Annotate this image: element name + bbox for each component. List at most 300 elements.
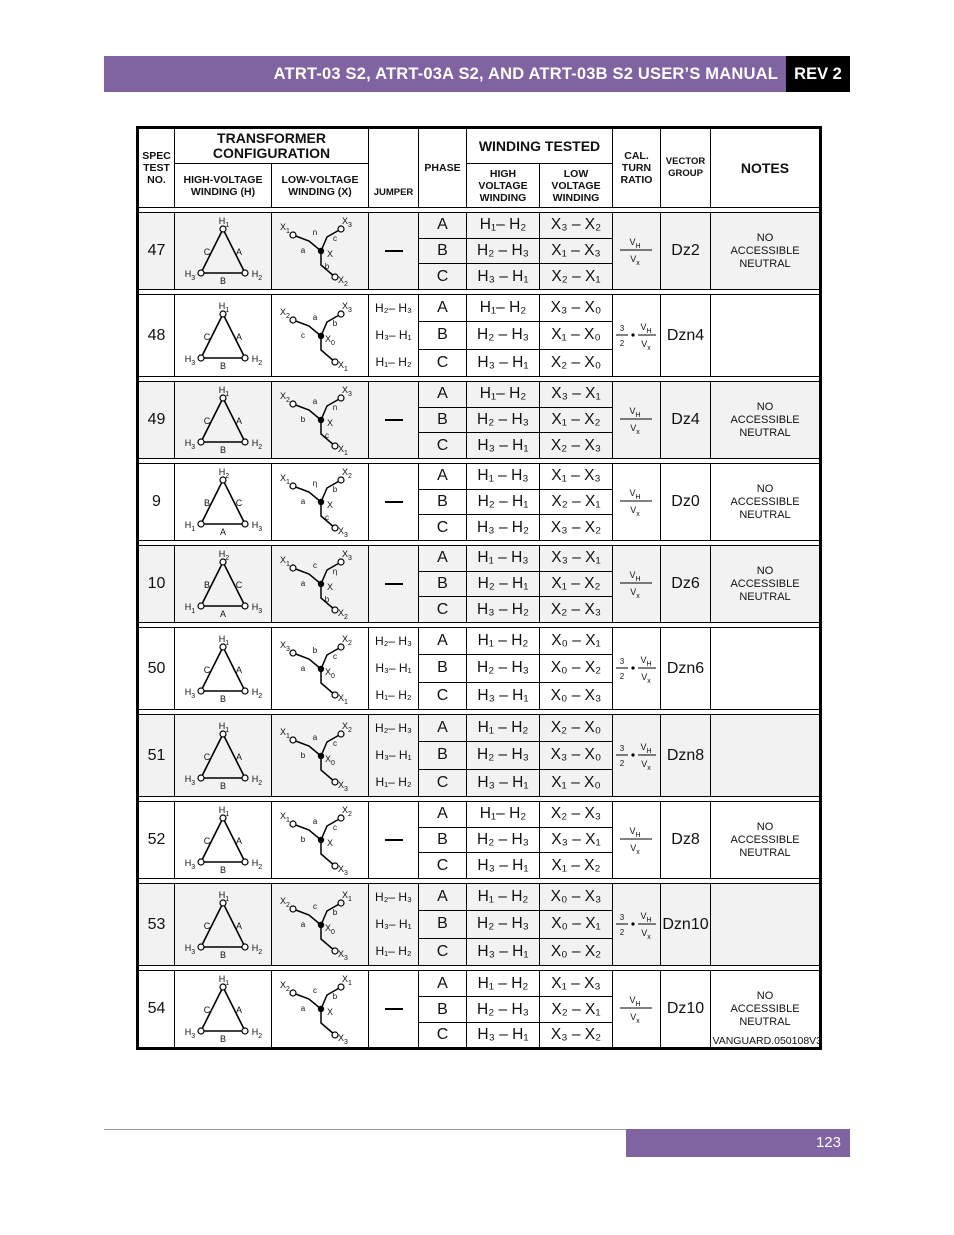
ratio-numerator <box>640 322 651 335</box>
ratio-numerator-sub: H <box>645 916 652 924</box>
hv-terminal-top-sub: 1 <box>225 639 230 647</box>
table-body <box>138 128 821 1049</box>
header-hv-winding <box>175 164 272 208</box>
low-voltage-winding: X₁ – X₃ <box>540 464 613 490</box>
neutral-node <box>318 1006 324 1012</box>
phase-cell: C <box>419 853 467 879</box>
jumper-connection: H₂– H₃ <box>375 634 412 648</box>
phase-cell: A <box>419 464 467 490</box>
lv-neutral-label-letter: X <box>325 753 332 764</box>
high-voltage-winding: H₁– H₂ <box>467 382 540 408</box>
header-high-voltage <box>467 164 540 208</box>
hv-side-bottom: A <box>219 527 227 537</box>
lv-terminal-sub: 1 <box>286 817 290 824</box>
lv-neutral-label-letter: X <box>326 249 334 259</box>
hv-side-bottom: A <box>219 609 227 619</box>
ratio-denominator <box>641 672 651 685</box>
terminal-node <box>198 603 204 609</box>
ratio-numerator-letter: V <box>628 826 635 836</box>
ratio-denominator-sub: x <box>635 429 640 436</box>
zigzag-arm <box>321 314 341 336</box>
terminal-node <box>198 1028 204 1034</box>
terminal-node <box>290 990 296 996</box>
high-voltage-winding: H₂ – H₃ <box>467 827 540 853</box>
ratio-numerator-sub: H <box>634 494 641 501</box>
lv-terminal <box>338 608 348 621</box>
hv-terminal-right-letter: H <box>251 858 259 868</box>
terminal-node <box>290 483 296 489</box>
lv-terminal-letter: X <box>338 692 345 703</box>
zigzag-arm <box>293 824 321 840</box>
spec-test-number: 52 <box>138 802 175 879</box>
low-voltage-winding: X₀ – X₁ <box>540 911 613 938</box>
ratio-numerator <box>629 237 640 250</box>
hv-terminal-left-letter: H <box>184 773 192 784</box>
phase-cell: C <box>419 515 467 541</box>
page-number: 123 <box>626 1129 850 1157</box>
spec-test-number: 51 <box>138 715 175 797</box>
notes-cell <box>711 802 821 879</box>
terminal-node <box>290 650 296 656</box>
table-row <box>138 295 821 322</box>
neutral-node <box>318 332 324 338</box>
lv-neutral-label <box>327 838 333 848</box>
hv-terminal-right <box>252 687 263 700</box>
hv-terminal-left-sub: 3 <box>191 948 196 956</box>
hv-terminal-top-letter: H <box>218 300 226 311</box>
lv-terminal-sub: 3 <box>348 555 352 562</box>
ratio-denominator <box>641 928 651 941</box>
hv-side-bottom: B <box>219 949 227 960</box>
phase-cell: C <box>419 1023 467 1049</box>
low-voltage-winding: X₀ – X₃ <box>540 682 613 709</box>
phase-cell: B <box>419 827 467 853</box>
lv-neutral-label <box>327 249 333 259</box>
zigzag-arm <box>293 320 321 336</box>
ratio-numerator-letter: V <box>628 488 635 498</box>
phase-cell: B <box>419 571 467 597</box>
phase-cell: B <box>419 407 467 433</box>
lv-zigzag-diagram <box>275 718 365 794</box>
ratio-numerator-sub: H <box>634 412 641 419</box>
lv-segment-label: c <box>325 431 329 440</box>
terminal-node <box>290 401 296 407</box>
low-voltage-winding: X₁ – X₀ <box>540 769 613 796</box>
ratio-numerator-sub: H <box>634 243 641 250</box>
hv-terminal-left-sub: 3 <box>191 359 196 367</box>
lv-terminal-letter: X <box>338 779 345 790</box>
note-line: NEUTRAL <box>739 590 791 603</box>
high-voltage-winding: H₁ – H₂ <box>467 628 540 655</box>
lv-terminal-letter: X <box>342 467 349 477</box>
terminal-node <box>242 859 248 865</box>
jumper-cell <box>369 884 419 966</box>
ratio-numerator <box>640 655 651 668</box>
phase-cell: C <box>419 938 467 965</box>
hv-winding-cell <box>175 884 272 966</box>
low-voltage-winding: X₂ – X₀ <box>540 715 613 742</box>
hv-side-bottom: B <box>219 1034 227 1044</box>
vector-group: Dz10 <box>661 971 711 1049</box>
table-row <box>138 464 821 490</box>
hv-side-right: A <box>235 751 243 762</box>
hv-terminal-top-letter: H <box>218 385 226 395</box>
ratio-denominator-letter: V <box>629 1012 636 1022</box>
lv-terminal-sub: 2 <box>348 726 352 734</box>
lv-terminal-sub: 2 <box>286 901 290 909</box>
lv-segment-label: a <box>300 919 306 929</box>
lv-segment-label: a <box>312 312 318 322</box>
lv-terminal-sub: 1 <box>344 365 348 373</box>
zigzag-arm <box>321 480 341 502</box>
low-voltage-winding: X₃ – X₀ <box>540 742 613 769</box>
hv-terminal-right-sub: 2 <box>258 779 263 787</box>
turn-ratio-formula <box>614 316 660 356</box>
ratio-factor-bottom: 2 <box>619 927 624 937</box>
header-configuration <box>175 128 369 164</box>
phase-cell: A <box>419 295 467 322</box>
notes-cell <box>711 295 821 377</box>
lv-terminal-sub: 3 <box>344 870 348 877</box>
lv-neutral-label-sub: 0 <box>331 339 335 347</box>
hv-terminal-right-letter: H <box>251 438 259 448</box>
high-voltage-winding: H₁ – H₂ <box>467 715 540 742</box>
lv-terminal <box>280 391 290 404</box>
lv-neutral-label-letter: X <box>325 922 332 933</box>
hv-terminal-top-sub: 1 <box>225 895 230 903</box>
header-lv-line: LOW-VOLTAGE <box>281 173 359 186</box>
hv-terminal-top-sub: 1 <box>225 391 230 398</box>
lv-terminal-sub: 1 <box>344 698 348 706</box>
lv-terminal-letter: X <box>342 889 349 900</box>
hv-terminal-left <box>185 602 196 615</box>
high-voltage-winding: H₂ – H₃ <box>467 911 540 938</box>
jumper-connection: H₁– H₂ <box>375 944 412 958</box>
vector-group: Dz6 <box>661 546 711 623</box>
header-config-line: CONFIGURATION <box>212 145 331 161</box>
note-line: NO <box>756 400 774 413</box>
phase-cell: C <box>419 769 467 796</box>
low-voltage-winding: X₂ – X₁ <box>540 997 613 1023</box>
ratio-denominator <box>630 423 640 436</box>
lv-terminal-sub: 1 <box>344 450 348 457</box>
notes-cell <box>711 628 821 710</box>
high-voltage-winding: H₁– H₂ <box>467 295 540 322</box>
hv-terminal-right-letter: H <box>251 520 259 530</box>
hv-terminal-left-sub: 1 <box>191 526 196 533</box>
jumper-connection: H₃– H₁ <box>375 661 412 675</box>
phase-cell: C <box>419 349 467 376</box>
header-vector <box>661 128 711 208</box>
phase-cell: B <box>419 489 467 515</box>
high-voltage-winding: H₃ – H₂ <box>467 515 540 541</box>
terminal-node <box>290 565 296 571</box>
hv-terminal-right <box>252 438 263 451</box>
lv-winding-cell <box>272 213 369 290</box>
hv-terminal-right-sub: 2 <box>258 948 263 956</box>
ratio-numerator-letter: V <box>628 570 635 580</box>
phase-cell: A <box>419 546 467 572</box>
hv-terminal-top-letter: H <box>218 633 226 644</box>
lv-terminal <box>338 1033 348 1046</box>
hv-terminal-left-sub: 3 <box>191 779 196 787</box>
high-voltage-winding: H₁– H₂ <box>467 213 540 239</box>
hv-side-bottom: B <box>219 693 227 704</box>
hv-terminal-top-sub: 1 <box>225 306 230 314</box>
lv-neutral-label <box>325 667 335 680</box>
lv-neutral-label-letter: X <box>326 1007 334 1017</box>
lv-segment-label: n <box>332 403 338 412</box>
turn-ratio-formula <box>614 989 660 1029</box>
lv-neutral-label-letter: X <box>326 582 334 592</box>
lv-terminal-letter: X <box>342 633 349 644</box>
terminal-node <box>242 688 248 694</box>
low-voltage-winding: X₃ – X₀ <box>540 295 613 322</box>
header-hv-line: HIGH-VOLTAGE <box>183 173 263 186</box>
lv-neutral-label-sub: 0 <box>331 672 335 680</box>
hv-terminal-left <box>185 438 196 451</box>
lv-segment-label: b <box>324 262 330 271</box>
lv-terminal-letter: X <box>338 359 345 370</box>
hv-terminal-left <box>185 269 196 282</box>
jumper-connection: H₃– H₁ <box>375 917 412 931</box>
hv-side-left: C <box>203 416 211 426</box>
ratio-numerator <box>640 742 651 755</box>
lv-terminal <box>280 222 290 235</box>
terminal-node <box>242 355 248 361</box>
hv-terminal-right-letter: H <box>251 269 259 279</box>
low-voltage-winding: X₁ – X₂ <box>540 853 613 879</box>
phase-cell: B <box>419 655 467 682</box>
ratio-numerator-sub: H <box>645 747 652 755</box>
terminal-node <box>198 688 204 694</box>
hv-winding-cell <box>175 213 272 290</box>
header-vector-line: VECTOR <box>665 156 706 167</box>
ratio-denominator-sub: x <box>635 849 640 856</box>
spec-test-number: 47 <box>138 213 175 290</box>
lv-neutral-label <box>327 500 333 510</box>
ratio-numerator <box>629 995 640 1008</box>
hv-terminal-right <box>252 269 263 282</box>
terminal-node <box>290 317 296 323</box>
ratio-denominator-sub: x <box>635 1018 640 1025</box>
lv-terminal-letter: X <box>338 864 345 874</box>
lv-terminal <box>280 473 290 486</box>
lv-segment-label: c <box>313 986 317 995</box>
lv-terminal-letter: X <box>342 805 349 815</box>
hv-terminal-right-letter: H <box>251 686 259 697</box>
turn-ratio-formula <box>614 400 660 440</box>
lv-terminal-letter: X <box>342 549 349 559</box>
lv-winding-cell <box>272 546 369 623</box>
hv-side-bottom: B <box>219 276 227 286</box>
hv-side-left: B <box>203 498 211 508</box>
neutral-node <box>318 921 324 927</box>
high-voltage-winding: H₂ – H₃ <box>467 322 540 349</box>
ratio-numerator-letter: V <box>628 237 635 247</box>
phase-cell: B <box>419 238 467 264</box>
hv-terminal-right-letter: H <box>251 1027 259 1037</box>
table-row <box>138 971 821 997</box>
lv-segment-label: η <box>332 567 338 576</box>
lv-terminal-sub: 1 <box>286 228 290 235</box>
hv-delta-diagram <box>178 298 268 374</box>
lv-terminal-letter: X <box>338 608 345 618</box>
hv-terminal-top-letter: H <box>218 974 226 984</box>
lv-terminal <box>338 444 348 457</box>
zigzag-arm <box>293 235 321 251</box>
neutral-node <box>318 837 324 843</box>
lv-winding-cell <box>272 628 369 710</box>
revision-badge: REV 2 <box>786 56 850 92</box>
header-banner <box>104 56 850 92</box>
ratio-factor-top: 3 <box>619 323 624 333</box>
lv-segment-label: c <box>313 901 317 911</box>
lv-segment-label: a <box>312 732 318 742</box>
high-voltage-winding: H₂ – H₃ <box>467 997 540 1023</box>
terminal-node <box>242 603 248 609</box>
turn-ratio-cell <box>613 628 661 710</box>
ratio-multiply-dot <box>631 333 634 336</box>
lv-segment-label: η <box>312 479 318 488</box>
notes-cell <box>711 546 821 623</box>
lv-neutral-label-letter: X <box>326 418 334 428</box>
jumper-connection: H₃– H₁ <box>375 748 412 762</box>
hv-terminal-right-sub: 3 <box>258 608 263 615</box>
low-voltage-winding: X₃ – X₁ <box>540 827 613 853</box>
hv-terminal-right-letter: H <box>251 353 259 364</box>
jumper-cell <box>369 715 419 797</box>
note-line: ACCESSIBLE <box>730 495 800 508</box>
hv-delta-diagram <box>178 802 268 878</box>
lv-zigzag-diagram <box>275 802 365 878</box>
spec-test-number: 53 <box>138 884 175 966</box>
ratio-numerator-sub: H <box>645 660 652 668</box>
note-line: ACCESSIBLE <box>730 577 800 590</box>
hv-delta-diagram <box>178 887 268 963</box>
ratio-denominator <box>630 505 640 518</box>
turn-ratio-cell <box>613 546 661 623</box>
hv-terminal-right-letter: H <box>251 602 259 612</box>
ratio-denominator <box>630 1012 640 1025</box>
header-high-line: WINDING <box>479 191 527 204</box>
lv-winding-cell <box>272 464 369 541</box>
ratio-denominator-letter: V <box>640 758 647 769</box>
header-notes: NOTES <box>711 128 821 208</box>
ratio-denominator-sub: x <box>646 344 651 352</box>
ratio-numerator-letter: V <box>628 995 635 1005</box>
vector-group: Dzn4 <box>661 295 711 377</box>
lv-terminal-sub: 3 <box>344 1039 348 1046</box>
lv-terminal-sub: 3 <box>344 785 348 793</box>
jumper-none-dash <box>385 501 403 503</box>
high-voltage-winding: H₁ – H₂ <box>467 884 540 911</box>
lv-terminal <box>338 275 348 288</box>
lv-neutral-label <box>327 1007 333 1017</box>
high-voltage-winding: H₂ – H₁ <box>467 571 540 597</box>
lv-segment-label: c <box>333 651 337 661</box>
low-voltage-winding: X₂ – X₁ <box>540 264 613 290</box>
hv-terminal-left <box>185 687 196 700</box>
lv-zigzag-diagram <box>275 464 365 540</box>
lv-terminal-letter: X <box>280 555 287 565</box>
jumper-cell <box>369 628 419 710</box>
high-voltage-winding: H₃ – H₁ <box>467 938 540 965</box>
note-line: NO <box>756 564 774 577</box>
lv-winding-cell <box>272 715 369 797</box>
table-row <box>138 802 821 828</box>
zigzag-arm <box>293 740 321 756</box>
lv-terminal-sub: 2 <box>286 312 290 320</box>
terminal-node <box>338 731 344 737</box>
turn-ratio-cell <box>613 971 661 1049</box>
ratio-factor-bottom: 2 <box>619 758 624 768</box>
ratio-numerator <box>640 911 651 924</box>
high-voltage-winding: H₃ – H₁ <box>467 853 540 879</box>
hv-terminal-right-sub: 2 <box>258 275 263 282</box>
lv-segment-label: n <box>312 228 318 237</box>
hv-delta-diagram <box>178 971 268 1047</box>
ratio-numerator-letter: V <box>639 654 646 665</box>
lv-terminal-sub: 1 <box>348 980 352 987</box>
ratio-numerator-sub: H <box>634 832 641 839</box>
ratio-numerator <box>629 826 640 839</box>
drawing-code: VANGUARD.050108V3 <box>712 1035 822 1047</box>
note-line: NO <box>756 820 774 833</box>
lv-segment-label: c <box>333 823 337 832</box>
low-voltage-winding: X₃ – X₁ <box>540 546 613 572</box>
lv-terminal-sub: 2 <box>344 281 348 288</box>
hv-terminal-top-sub: 1 <box>225 980 230 987</box>
lv-terminal-sub: 1 <box>348 895 352 903</box>
zigzag-arm <box>321 818 341 840</box>
terminal-node <box>198 775 204 781</box>
lv-terminal-letter: X <box>338 444 345 454</box>
ratio-numerator <box>629 570 640 583</box>
lv-terminal-letter: X <box>338 275 345 285</box>
hv-delta-diagram <box>178 464 268 540</box>
hv-delta-diagram <box>178 382 268 458</box>
note-line: NO <box>756 482 774 495</box>
terminal-node <box>198 439 204 445</box>
lv-terminal-sub: 1 <box>286 561 290 568</box>
jumper-cell <box>369 295 419 377</box>
lv-segment-label: a <box>312 397 318 406</box>
hv-winding-cell <box>175 971 272 1049</box>
phase-cell: C <box>419 597 467 623</box>
lv-segment-label: a <box>300 579 306 588</box>
note-line: NEUTRAL <box>739 846 791 859</box>
hv-winding-cell <box>175 295 272 377</box>
note-line: NEUTRAL <box>739 1015 791 1028</box>
lv-terminal <box>280 980 290 993</box>
low-voltage-winding: X₁ – X₃ <box>540 238 613 264</box>
jumper-none-dash <box>385 419 403 421</box>
hv-terminal-left-letter: H <box>184 858 192 868</box>
lv-terminal-sub: 3 <box>348 222 352 229</box>
lv-terminal <box>280 896 290 909</box>
header-vector-line: GROUP <box>668 168 703 179</box>
neutral-node <box>318 665 324 671</box>
hv-side-right: A <box>235 836 243 846</box>
terminal-node <box>290 821 296 827</box>
ratio-numerator-sub: H <box>634 1001 641 1008</box>
lv-terminal-sub: 3 <box>348 306 352 314</box>
zigzag-arm <box>293 993 321 1009</box>
jumper-connection: H₂– H₃ <box>375 301 412 315</box>
phase-cell: A <box>419 628 467 655</box>
lv-neutral-label <box>325 754 335 767</box>
